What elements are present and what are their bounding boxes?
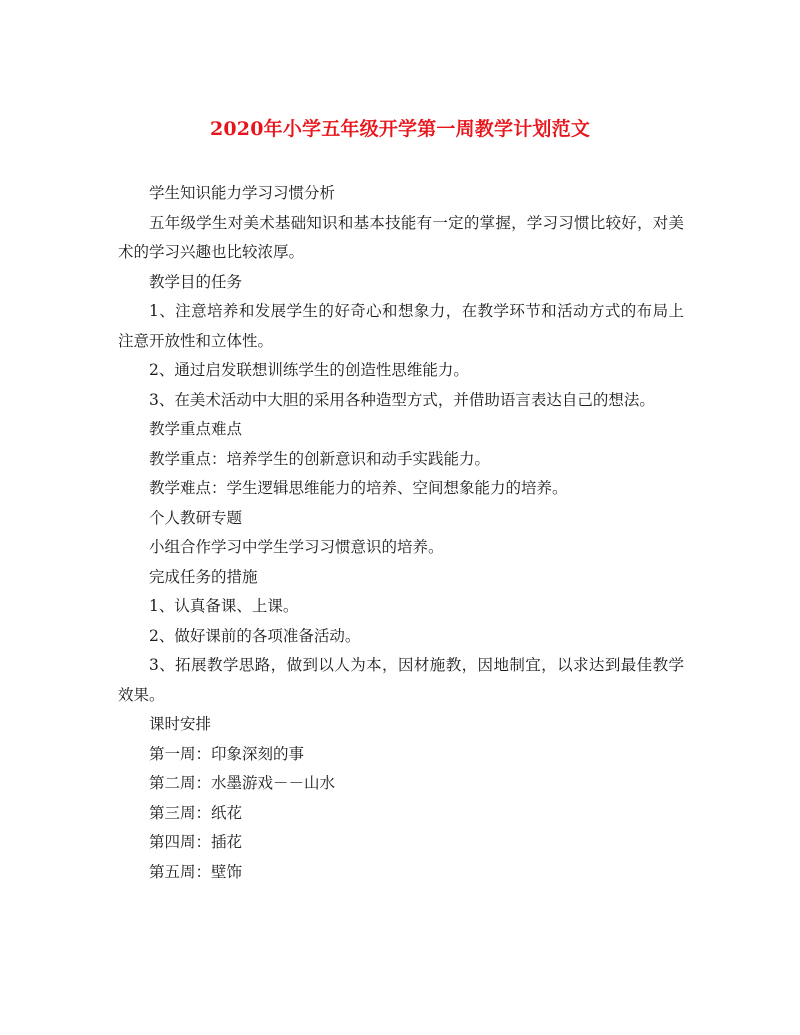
paragraph: 1、注意培养和发展学生的好奇心和想象力，在教学环节和活动方式的布局上注意开放性和立体性。 [118, 302, 684, 350]
schedule-item: 第五周：壁饰 [149, 862, 243, 881]
schedule-item: 第一周：印象深刻的事 [149, 744, 305, 763]
document-title: 2020年小学五年级开学第一周教学计划范文 [209, 118, 591, 140]
paragraph: 3、在美术活动中大胆的采用各种造型方式，并借助语言表达自己的想法。 [149, 390, 655, 409]
paragraph: 教学难点：学生逻辑思维能力的培养、空间想象能力的培养。 [149, 479, 568, 497]
document-body [118, 179, 684, 887]
paragraph-heading: 完成任务的措施 [149, 567, 258, 586]
paragraph-heading: 课时安排 [149, 715, 212, 733]
paragraph-heading: 个人教研专题 [149, 508, 243, 527]
schedule-item: 第四周：插花 [149, 833, 243, 851]
paragraph: 3、拓展教学思路，做到以人为本，因材施教，因地制宜，以求达到最佳教学效果。 [118, 656, 684, 704]
paragraph-heading: 学生知识能力学习习惯分析 [149, 184, 336, 202]
paragraph-heading: 教学重点难点 [149, 420, 243, 438]
schedule-item: 第二周：水墨游戏－－山水 [149, 774, 336, 792]
paragraph-heading: 教学目的任务 [149, 272, 243, 291]
paragraph: 五年级学生对美术基础知识和基本技能有一定的掌握，学习习惯比较好，对美术的学习兴趣也比较浓厚。 [118, 213, 684, 261]
schedule-item: 第三周：纸花 [149, 803, 243, 822]
paragraph: 小组合作学习中学生学习习惯意识的培养。 [149, 538, 444, 556]
paragraph: 1、认真备课、上课。 [149, 597, 299, 615]
paragraph: 教学重点：培养学生的创新意识和动手实践能力。 [149, 449, 491, 468]
paragraph: 2、做好课前的各项准备活动。 [149, 626, 361, 645]
paragraph: 2、通过启发联想训练学生的创造性思维能力。 [149, 361, 469, 379]
